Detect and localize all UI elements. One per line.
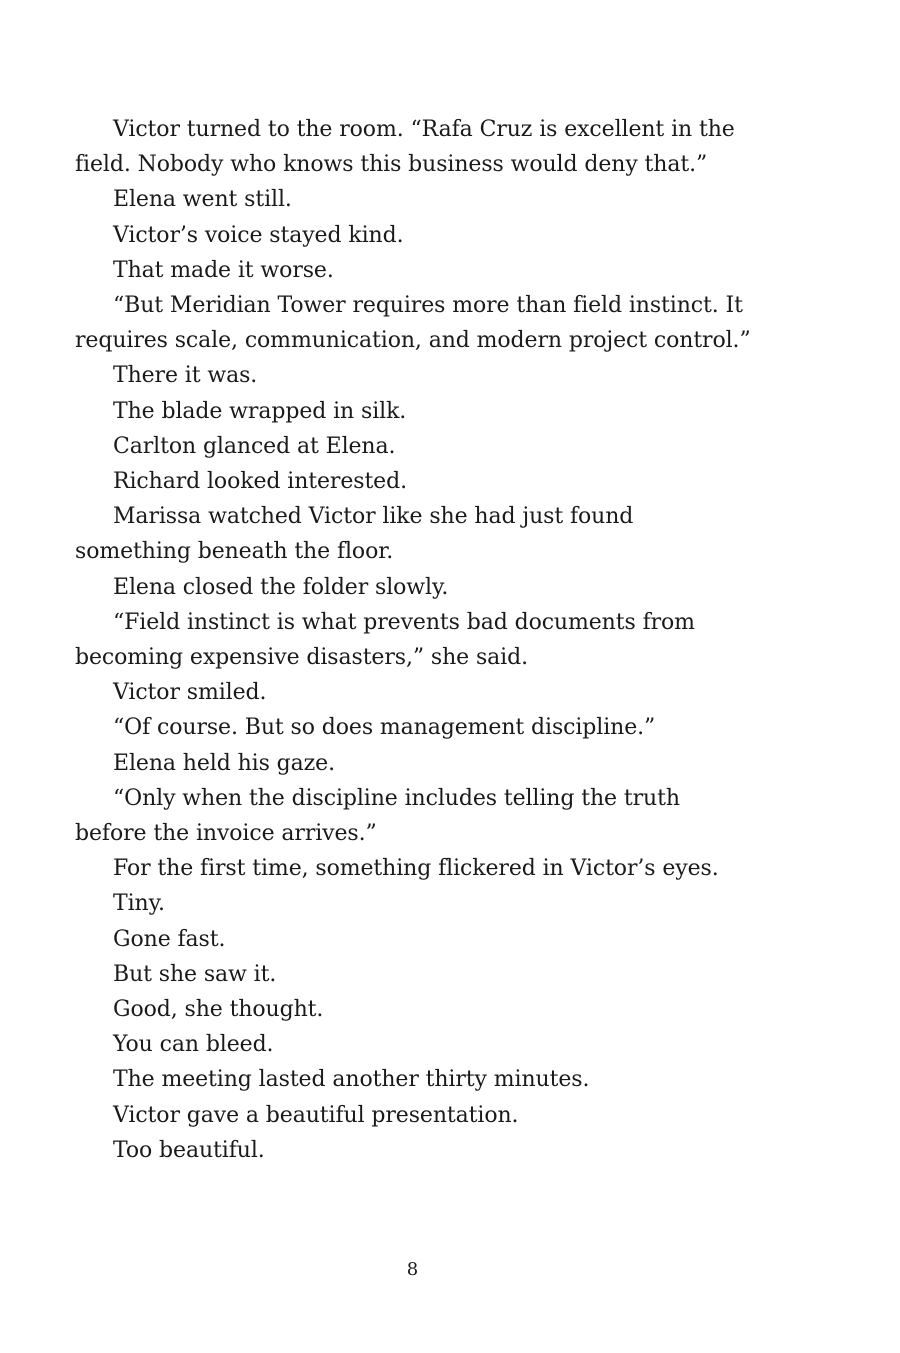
paragraph: For the first time, something flickered in Victor’s eyes. <box>113 856 719 882</box>
paragraph: Elena went still. <box>113 187 292 213</box>
paragraph: Gone fast. <box>113 926 226 952</box>
page-body <box>75 112 755 1168</box>
paragraph: Richard looked interested. <box>113 469 407 495</box>
paragraph: “But Meridian Tower requires more than field instinct. It requires scale, communication, and modern project control.” <box>75 293 751 354</box>
paragraph: But she saw it. <box>113 961 277 987</box>
paragraph: You can bleed. <box>113 1032 274 1058</box>
paragraph: Victor smiled. <box>113 680 267 706</box>
paragraph: “Field instinct is what prevents bad documents from becoming expensive disasters,” she said. <box>75 609 695 671</box>
paragraph: Victor’s voice stayed kind. <box>113 222 404 248</box>
paragraph: The meeting lasted another thirty minutes. <box>113 1067 590 1093</box>
paragraph: Victor turned to the room. “Rafa Cruz is excellent in the field. Nobody who knows this business would deny that.” <box>75 117 735 178</box>
paragraph: “Only when the discipline includes telling the truth before the invoice arrives.” <box>75 785 680 847</box>
paragraph: Victor gave a beautiful presentation. <box>113 1102 519 1128</box>
paragraph: Marissa watched Victor like she had just found something beneath the floor. <box>75 504 634 565</box>
paragraph: Elena held his gaze. <box>113 750 335 776</box>
paragraph: Carlton glanced at Elena. <box>113 433 396 459</box>
paragraph: Good, she thought. <box>113 997 324 1023</box>
paragraph: The blade wrapped in silk. <box>113 398 407 424</box>
paragraph: There it was. <box>113 363 258 389</box>
paragraph: Too beautiful. <box>113 1137 265 1163</box>
paragraph: That made it worse. <box>113 257 334 283</box>
paragraph: “Of course. But so does management discipline.” <box>113 715 656 741</box>
page-number: 8 <box>406 1259 419 1280</box>
paragraph: Tiny. <box>113 891 165 917</box>
paragraph: Elena closed the folder slowly. <box>113 574 449 600</box>
